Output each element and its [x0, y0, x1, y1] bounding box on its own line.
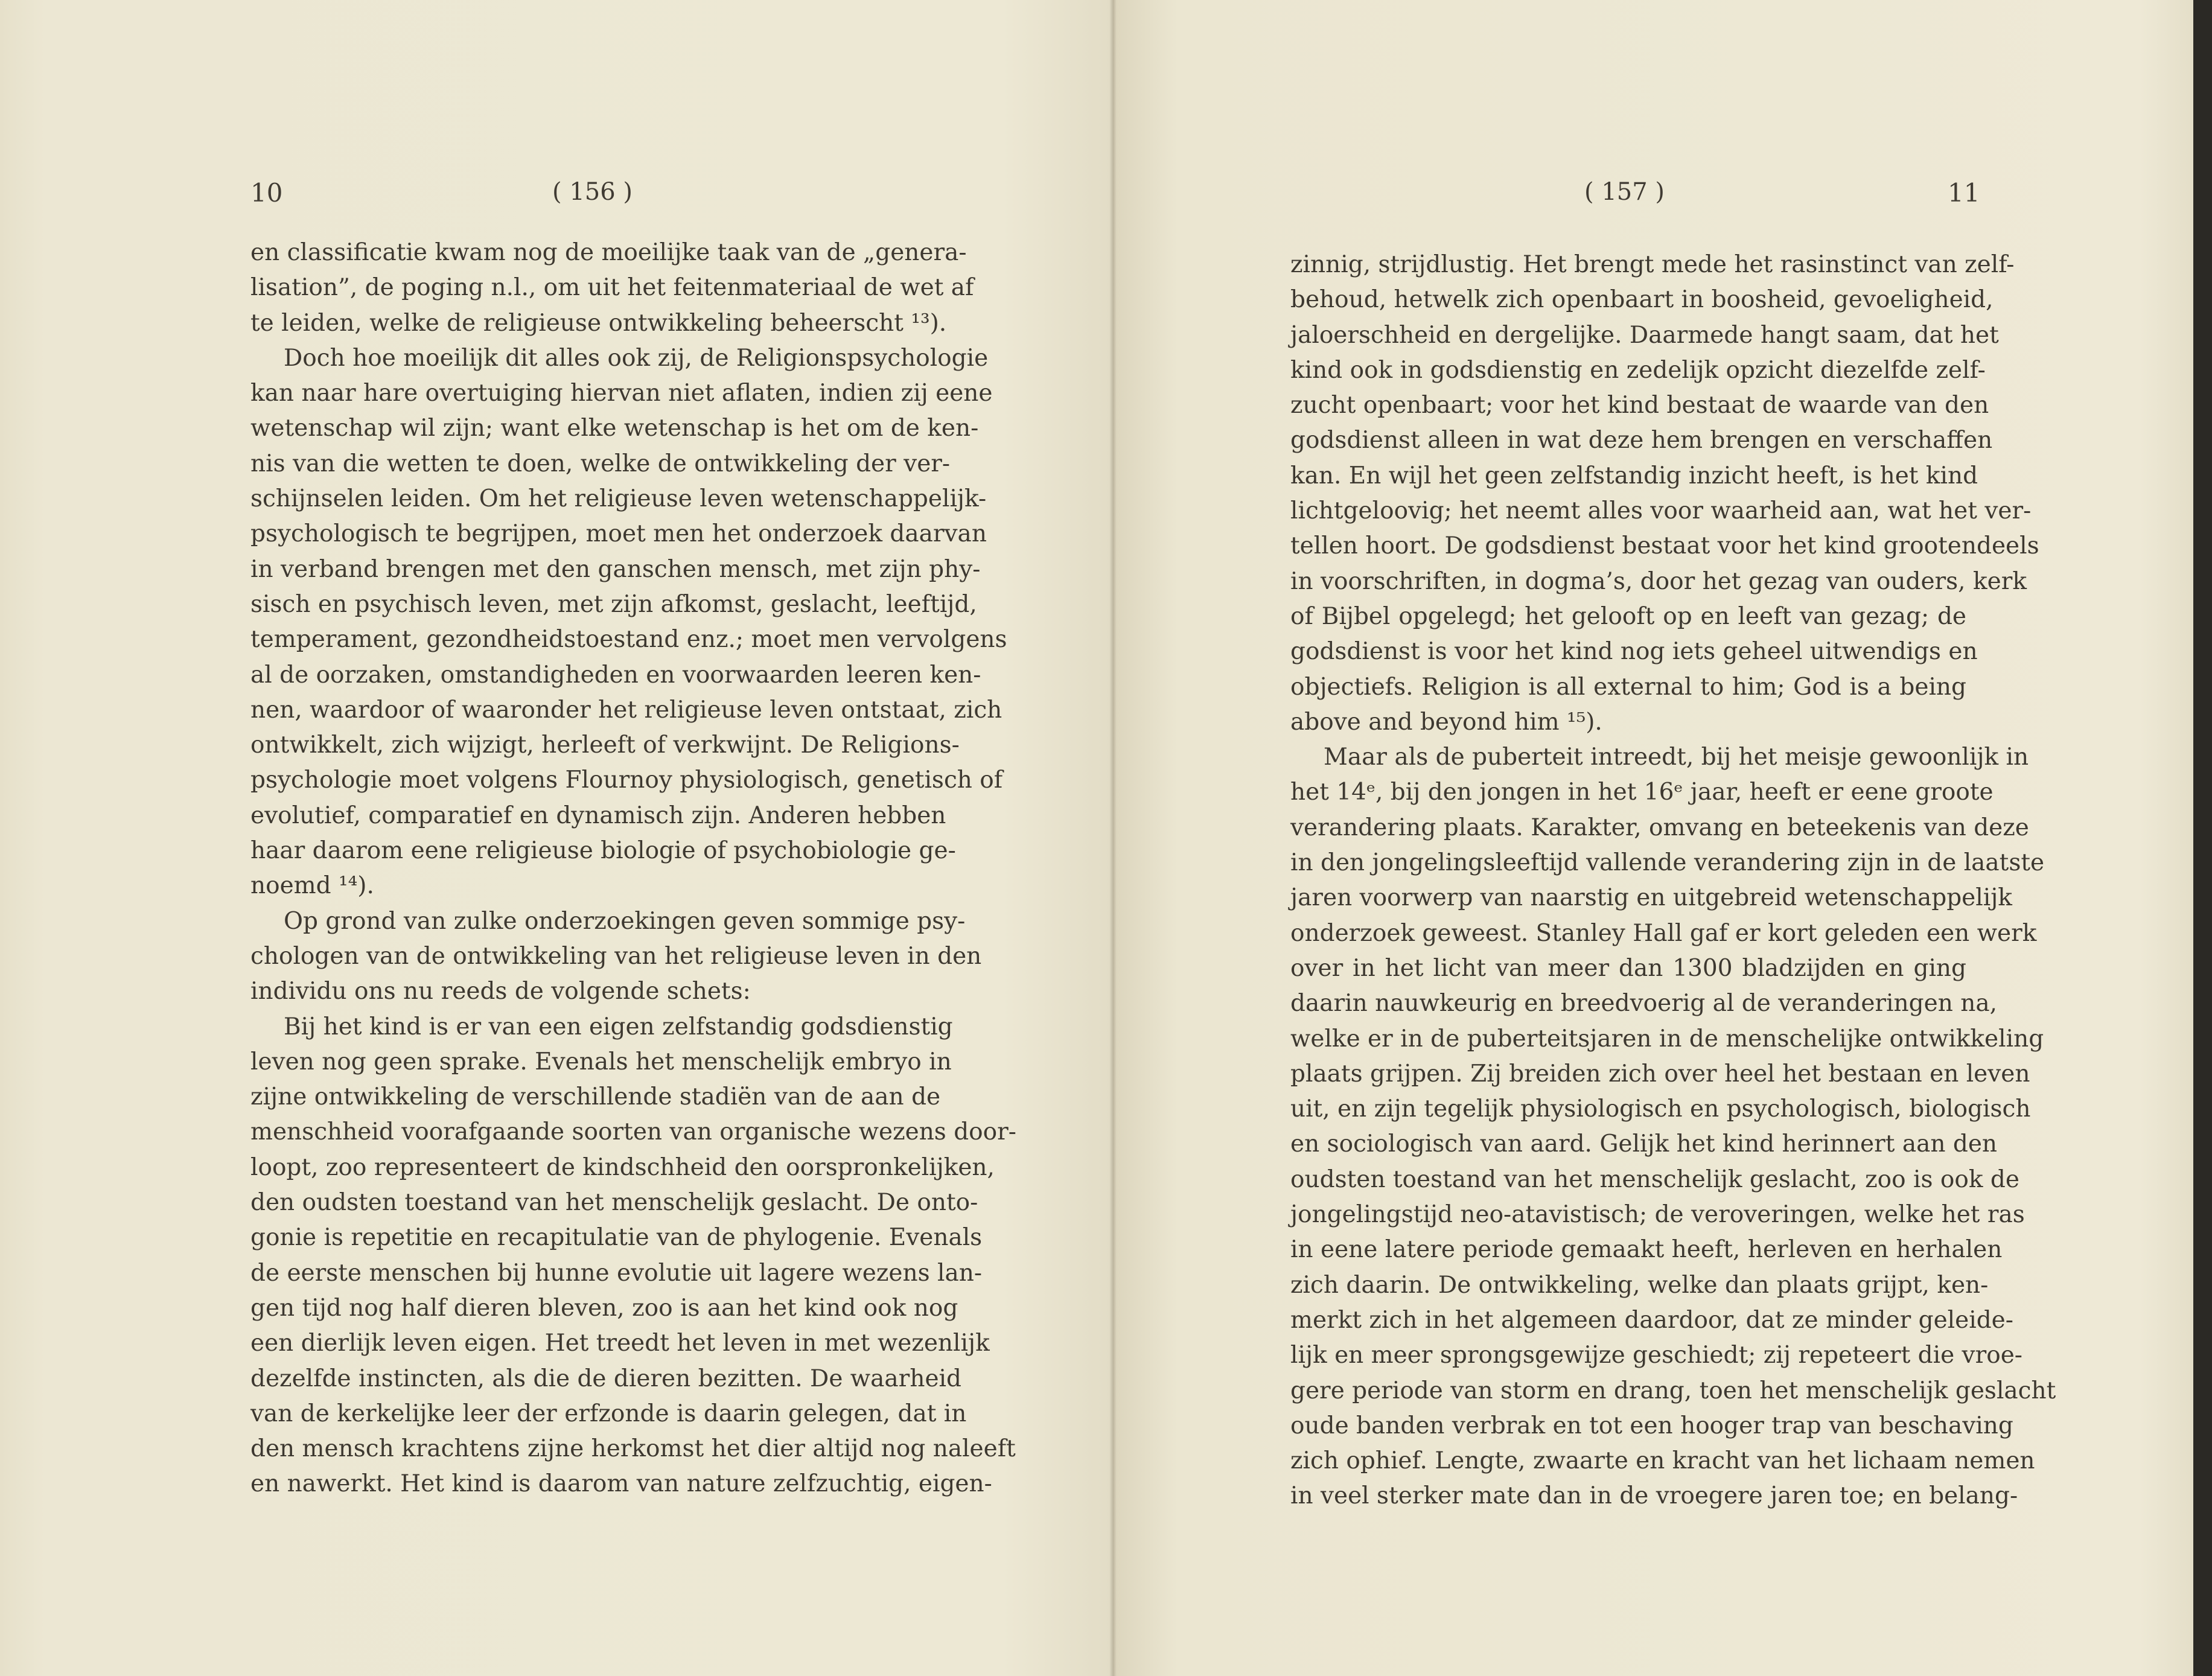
text-line: verandering plaats. Karakter, omvang en beteekenis van deze: [1290, 814, 2029, 841]
text-line: psychologisch te begrijpen, moet men het onderzoek daarvan: [250, 520, 987, 548]
text-line: lisation”, de poging n.l., om uit het feitenmateriaal de wet af: [250, 274, 974, 302]
right-running-header: ( 157 ): [1584, 178, 1665, 206]
text-line: zich daarin. De ontwikkeling, welke dan plaats grijpt, ken-: [1290, 1271, 1989, 1299]
text-line: nis van die wetten te doen, welke de ontwikkeling der ver-: [250, 450, 951, 477]
text-line: wetenschap wil zijn; want elke wetenschap is het om de ken-: [250, 415, 979, 442]
book-gutter: [1109, 0, 1117, 1676]
text-line: de eerste menschen bij hunne evolutie uit lagere wezens lan-: [250, 1259, 983, 1287]
text-line: te leiden, welke de religieuse ontwikkeling beheerscht ¹³).: [250, 309, 947, 337]
text-line: uit, en zijn tegelijk physiologisch en psychologisch, biologisch: [1290, 1095, 2031, 1123]
text-line: Op grond van zulke onderzoekingen geven sommige psy-: [284, 907, 966, 935]
text-line: above and beyond him ¹⁵).: [1290, 708, 1602, 736]
text-line: welke er in de puberteitsjaren in de menschelijke ontwikkeling: [1290, 1025, 2044, 1053]
text-line: al de oorzaken, omstandigheden en voorwaarden leeren ken-: [250, 661, 981, 689]
text-line: in veel sterker mate dan in de vroegere jaren toe; en belang-: [1290, 1482, 2018, 1510]
text-line: zich ophief. Lengte, zwaarte en kracht van het lichaam nemen: [1290, 1447, 2035, 1475]
text-line: Maar als de puberteit intreedt, bij het meisje gewoonlijk in: [1324, 744, 2029, 771]
text-line: kan. En wijl het geen zelfstandig inzicht heeft, is het kind: [1290, 462, 1978, 489]
text-line: en classificatie kwam nog de moeilijke taak van de „genera-: [250, 239, 967, 266]
text-line: van de kerkelijke leer der erfzonde is daarin gelegen, dat in: [250, 1400, 967, 1427]
text-line: en sociologisch van aard. Gelijk het kind herinnert aan den: [1290, 1130, 1998, 1158]
text-line: gonie is repetitie en recapitulatie van de phylogenie. Evenals: [250, 1224, 983, 1252]
text-line: nen, waardoor of waaronder het religieuse leven ontstaat, zich: [250, 696, 1002, 724]
text-line: plaats grijpen. Zij breiden zich over heel het bestaan en leven: [1290, 1060, 2030, 1088]
text-line: schijnselen leiden. Om het religieuse leven wetenschappelijk-: [250, 485, 987, 513]
text-line: oude banden verbrak en tot een hooger trap van beschaving: [1290, 1412, 2013, 1439]
text-line: den oudsten toestand van het menschelijk geslacht. De onto-: [250, 1189, 978, 1217]
text-line: Doch hoe moeilijk dit alles ook zij, de Religionspsychologie: [284, 344, 989, 372]
left-page-number: 10: [250, 178, 283, 208]
text-line: tellen hoort. De godsdienst bestaat voor het kind grootendeels: [1290, 532, 2039, 560]
text-line: dezelfde instincten, als die de dieren bezitten. De waarheid: [250, 1365, 961, 1392]
text-line: temperament, gezondheidstoestand enz.; moet men vervolgens: [250, 626, 1007, 654]
right-text-column: [1290, 247, 2056, 1514]
text-line: zinnig, strijdlustig. Het brengt mede het rasinstinct van zelf-: [1290, 251, 2015, 278]
text-line: of Bijbel opgelegd; het gelooft op en leeft van gezag; de: [1290, 602, 1966, 630]
text-line: objectiefs. Religion is all external to him; God is a being: [1290, 673, 1966, 701]
text-line: gen tijd nog half dieren bleven, zoo is aan het kind ook nog: [250, 1294, 958, 1322]
text-line: jaren voorwerp van naarstig en uitgebreid wetenschappelijk: [1290, 884, 2012, 912]
text-line: het 14ᵉ, bij den jongen in het 16ᵉ jaar, heeft er eene groote: [1290, 779, 1994, 806]
right-page: [1113, 0, 2193, 1676]
text-line: kind ook in godsdienstig en zedelijk opzicht diezelfde zelf-: [1290, 356, 1986, 384]
text-line: haar daarom eene religieuse biologie of psychobiologie ge-: [250, 837, 956, 865]
text-line: behoud, hetwelk zich openbaart in boosheid, gevoeligheid,: [1290, 286, 1994, 314]
text-line: noemd ¹⁴).: [250, 872, 374, 900]
text-line: chologen van de ontwikkeling van het religieuse leven in den: [250, 942, 982, 970]
text-line: jongelingstijd neo-atavistisch; de veroveringen, welke het ras: [1290, 1201, 2025, 1229]
text-line: en nawerkt. Het kind is daarom van nature zelfzuchtig, eigen-: [250, 1470, 992, 1498]
text-line: jaloerschheid en dergelijke. Daarmede hangt saam, dat het: [1290, 321, 1999, 349]
text-line: individu ons nu reeds de volgende schets:: [250, 978, 751, 1005]
left-running-header: ( 156 ): [552, 178, 633, 206]
text-line: zijne ontwikkeling de verschillende stadiën van de aan de: [250, 1083, 941, 1111]
text-line: in verband brengen met den ganschen mensch, met zijn phy-: [250, 555, 981, 583]
text-line: psychologie moet volgens Flournoy physiologisch, genetisch of: [250, 766, 1003, 794]
text-line: ontwikkelt, zich wijzigt, herleeft of verkwijnt. De Religions-: [250, 731, 960, 759]
text-line: godsdienst alleen in wat deze hem brengen en verschaffen: [1290, 427, 1993, 454]
text-line: leven nog geen sprake. Evenals het menschelijk embryo in: [250, 1048, 952, 1075]
text-line: kan naar hare overtuiging hiervan niet aflaten, indien zij eene: [250, 380, 993, 407]
text-line: in eene latere periode gemaakt heeft, herleven en herhalen: [1290, 1236, 2003, 1264]
text-line: oudsten toestand van het menschelijk geslacht, zoo is ook de: [1290, 1165, 2019, 1193]
text-line: Bij het kind is er van een eigen zelfstandig godsdienstig: [284, 1013, 953, 1040]
text-line: merkt zich in het algemeen daardoor, dat ze minder geleide-: [1290, 1306, 2013, 1334]
text-line: in den jongelingsleeftijd vallende verandering zijn in de laatste: [1290, 849, 2045, 877]
text-line: in voorschriften, in dogma’s, door het gezag van ouders, kerk: [1290, 567, 2027, 595]
text-line: zucht openbaart; voor het kind bestaat de waarde van den: [1290, 392, 1989, 419]
text-line: een dierlijk leven eigen. Het treedt het leven in met wezenlijk: [250, 1330, 990, 1357]
left-text-column: [250, 235, 1016, 1502]
background-edge: [2193, 0, 2212, 1676]
text-line: den mensch krachtens zijne herkomst het dier altijd nog naleeft: [250, 1435, 1016, 1463]
text-line: godsdienst is voor het kind nog iets geheel uitwendigs en: [1290, 638, 1978, 666]
text-line: lichtgeloovig; het neemt alles voor waarheid aan, wat het ver-: [1290, 497, 2032, 525]
text-line: over in het licht van meer dan 1300 bladzijden en ging: [1290, 954, 1966, 982]
text-line: daarin nauwkeurig en breedvoerig al de veranderingen na,: [1290, 990, 1997, 1018]
text-line: loopt, zoo representeert de kindschheid den oorspronkelijken,: [250, 1153, 995, 1181]
text-line: evolutief, comparatief en dynamisch zijn. Anderen hebben: [250, 801, 946, 829]
text-line: menschheid voorafgaande soorten van organische wezens door-: [250, 1118, 1016, 1146]
text-line: gere periode van storm en drang, toen het menschelijk geslacht: [1290, 1377, 2056, 1404]
right-page-number: 11: [1948, 178, 1980, 208]
text-line: onderzoek geweest. Stanley Hall gaf er kort geleden een werk: [1290, 919, 2037, 947]
text-line: sisch en psychisch leven, met zijn afkomst, geslacht, leeftijd,: [250, 590, 977, 618]
text-line: lijk en meer sprongsgewijze geschiedt; zij repeteert die vroe-: [1290, 1342, 2022, 1369]
